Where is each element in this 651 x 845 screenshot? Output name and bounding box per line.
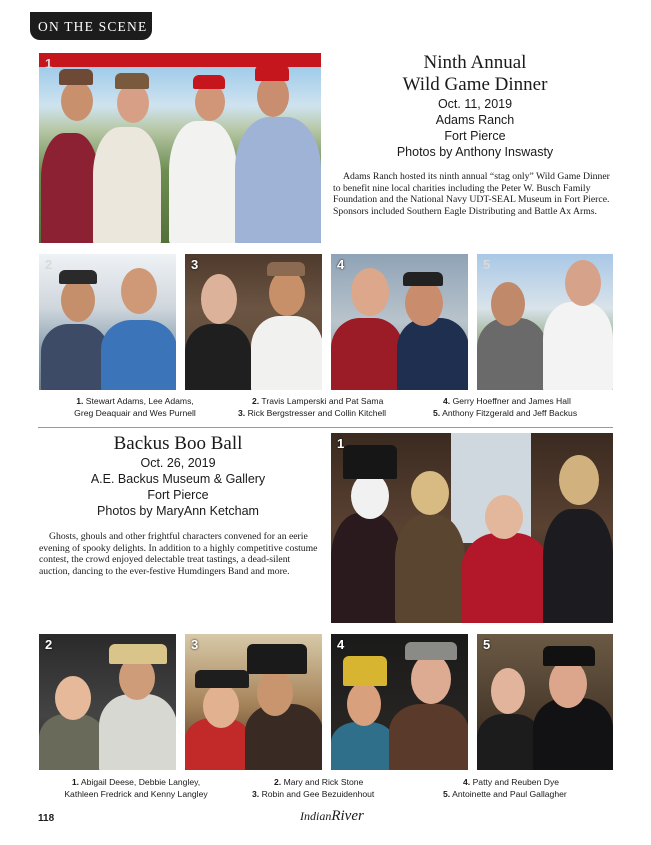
event2-heading <box>38 433 318 519</box>
event2-photo-3 <box>185 634 322 770</box>
event2-photographer: Photos by MaryAnn Ketcham <box>97 504 259 518</box>
section-divider <box>38 427 613 428</box>
event2-caption-1: 1. Abigail Deese, Debbie Langley, Kathleen Fredrick and Kenny Langley <box>64 777 208 799</box>
photo-number: 5 <box>483 257 491 272</box>
photo-number: 4 <box>337 637 345 652</box>
section-tab: ON THE SCENE <box>30 12 152 40</box>
event2-venue: A.E. Backus Museum & Gallery <box>90 472 266 486</box>
event1-title-line2: Wild Game Dinner <box>402 74 548 95</box>
event2-photo-1 <box>331 433 613 623</box>
event1-venue: Adams Ranch <box>435 113 515 127</box>
photo-number: 1 <box>337 436 345 451</box>
event1-caption-4-5: 4. Gerry Hoeffner and James Hall 5. Anthony Fitzgerald and Jeff Backus <box>433 396 578 418</box>
event1-photo-1 <box>39 53 321 243</box>
event1-photo-5 <box>477 254 613 390</box>
event2-title: Backus Boo Ball <box>113 433 243 454</box>
event1-photographer: Photos by Anthony Inswasty <box>396 145 554 159</box>
event1-date: Oct. 11, 2019 <box>437 97 513 111</box>
event2-caption-4-5: 4. Patty and Reuben Dye 5. Antoinette and Paul Gallagher <box>443 777 567 799</box>
event2-description: Ghosts, ghouls and other frightful characters convened for an eerie evening of spooky delights. In addition to a highly competitive costume contest, the crowd enjoyed delectable treat tastings, a dead-silent auction, dancing to the ever-festive Humdingers Band and more. <box>39 531 318 577</box>
event1-description: Adams Ranch hosted its ninth annual “stag only” Wild Game Dinner to benefit nine local charities including the Peter W. Busch Family Foundation and the National Navy UDT-SEAL Museum in Fort Pierce. Sponsors included Southern Eagle Distributing and Battle Ax Arms. <box>333 171 610 217</box>
event1-caption-1: 1. Stewart Adams, Lee Adams, Greg Deaquair and Wes Purnell <box>74 396 196 418</box>
event2-photo-4 <box>331 634 468 770</box>
photo-number: 3 <box>191 637 199 652</box>
photo-number: 5 <box>483 637 491 652</box>
photo-number: 3 <box>191 257 199 272</box>
photo-number: 2 <box>45 257 53 272</box>
event2-date: Oct. 26, 2019 <box>140 456 216 470</box>
event1-photo-4 <box>331 254 468 390</box>
photo-number: 4 <box>337 257 345 272</box>
event1-caption-2-3: 2. Travis Lamperski and Pat Sama 3. Rick Bergstresser and Collin Kitchell <box>238 396 387 418</box>
photo-number: 2 <box>45 637 53 652</box>
event1-heading <box>340 52 610 160</box>
event1-photo-3 <box>185 254 322 390</box>
magazine-logo: IndianRiver <box>300 808 364 824</box>
event1-title-line1: Ninth Annual <box>423 52 527 73</box>
event1-photo-2 <box>39 254 176 390</box>
event2-photo-2 <box>39 634 176 770</box>
photo-number: 1 <box>45 56 53 71</box>
page-number: 118 <box>38 813 55 824</box>
event2-caption-2-3: 2. Mary and Rick Stone 3. Robin and Gee Bezuidenhout <box>252 777 375 799</box>
event2-photo-5 <box>477 634 613 770</box>
event2-city: Fort Pierce <box>147 488 209 502</box>
event1-city: Fort Pierce <box>444 129 506 143</box>
